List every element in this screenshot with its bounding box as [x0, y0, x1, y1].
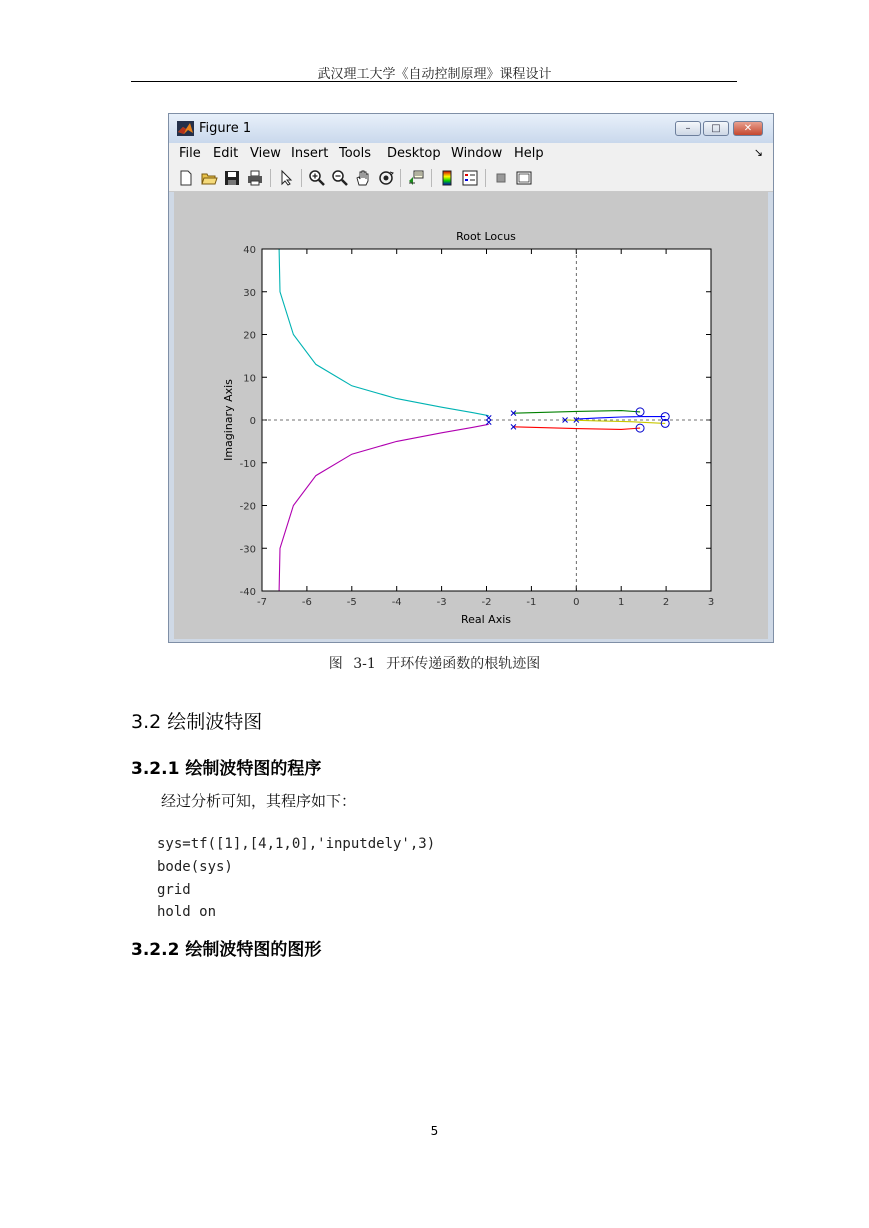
show-plot-tools-icon[interactable] — [515, 169, 533, 187]
edit-plot-arrow-icon[interactable] — [277, 169, 295, 187]
x-tick-label: 1 — [618, 597, 625, 608]
toolbar-separator — [301, 169, 302, 187]
open-file-icon[interactable] — [200, 169, 218, 187]
window-title: Figure 1 — [199, 121, 252, 136]
section-heading-3-2: 3.2 绘制波特图 — [131, 711, 263, 733]
x-axis-label: Real Axis — [460, 613, 512, 626]
new-figure-icon[interactable] — [177, 169, 195, 187]
x-tick-label: 2 — [662, 597, 670, 608]
matlab-logo-icon — [177, 121, 194, 136]
section-heading-3-2-2: 3.2.2 绘制波特图的图形 — [131, 940, 322, 960]
root-locus-chart[interactable] — [174, 192, 768, 639]
menu-tools[interactable]: Tools — [339, 146, 372, 161]
page-header: 武汉理工大学《自动控制原理》课程设计 — [317, 67, 552, 82]
page-number: 5 — [430, 1124, 439, 1138]
x-tick-label: -6 — [301, 597, 312, 608]
menu-insert[interactable]: Insert — [291, 146, 329, 161]
maximize-button[interactable]: □ — [703, 121, 729, 136]
figure-canvas — [174, 192, 768, 639]
menu-edit[interactable]: Edit — [213, 146, 239, 161]
toolbar-separator — [400, 169, 401, 187]
menu-view[interactable]: View — [250, 146, 281, 161]
section-heading-3-2-1: 3.2.1 绘制波特图的程序 — [131, 759, 322, 779]
figure-caption: 图 3-1 开环传递函数的根轨迹图 — [328, 656, 541, 672]
x-tick-label: 0 — [573, 597, 580, 608]
menu-help[interactable]: Help — [514, 146, 544, 161]
x-tick-label: -2 — [481, 597, 492, 608]
menu-file[interactable]: File — [179, 146, 201, 161]
x-tick-label: -5 — [346, 597, 357, 608]
data-cursor-icon[interactable] — [407, 169, 425, 187]
close-button[interactable]: ✕ — [733, 121, 763, 136]
code-line: hold on — [157, 904, 217, 920]
y-tick-label: 0 — [249, 416, 256, 427]
y-tick-label: -30 — [239, 544, 256, 556]
menu-bar — [169, 143, 773, 165]
toolbar-separator — [431, 169, 432, 187]
insert-colorbar-icon[interactable] — [438, 169, 456, 187]
y-tick-label: -20 — [239, 501, 256, 513]
menu-window[interactable]: Window — [451, 146, 503, 161]
dock-arrow-icon[interactable]: ↘ — [753, 146, 763, 159]
y-tick-label: 40 — [243, 245, 256, 256]
toolbar-separator — [485, 169, 486, 187]
y-tick-label: 10 — [243, 373, 256, 385]
y-tick-label: -10 — [239, 458, 256, 470]
x-tick-label: -7 — [257, 597, 267, 608]
header-rule — [131, 81, 737, 82]
pan-hand-icon[interactable] — [354, 169, 372, 187]
x-tick-label: -1 — [526, 597, 537, 608]
x-tick-label: 3 — [707, 597, 715, 608]
code-line: bode(sys) — [157, 859, 233, 875]
chart-title: Root Locus — [456, 230, 516, 243]
code-line: grid — [157, 882, 191, 898]
x-tick-label: -4 — [391, 597, 402, 608]
y-tick-label: -40 — [239, 587, 256, 598]
hide-plot-tools-icon[interactable] — [492, 169, 510, 187]
y-tick-label: 20 — [243, 330, 256, 342]
body-paragraph: 经过分析可知，其程序如下： — [161, 792, 357, 810]
rotate-3d-icon[interactable] — [377, 169, 395, 187]
y-axis-label: Imaginary Axis — [222, 379, 235, 461]
matlab-figure-window — [168, 113, 774, 643]
toolbar-separator — [270, 169, 271, 187]
menu-desktop[interactable]: Desktop — [387, 146, 441, 161]
print-icon[interactable] — [246, 169, 264, 187]
save-icon[interactable] — [223, 169, 241, 187]
minimize-button[interactable]: – — [675, 121, 701, 136]
insert-legend-icon[interactable] — [461, 169, 479, 187]
zoom-in-icon[interactable] — [308, 169, 326, 187]
figure-toolbar — [169, 165, 773, 192]
zoom-out-icon[interactable] — [331, 169, 349, 187]
y-tick-label: 30 — [243, 287, 256, 299]
window-titlebar[interactable] — [169, 114, 773, 143]
code-line: sys=tf([1],[4,1,0],'inputdely',3) — [157, 836, 436, 852]
x-tick-label: -3 — [436, 597, 447, 608]
